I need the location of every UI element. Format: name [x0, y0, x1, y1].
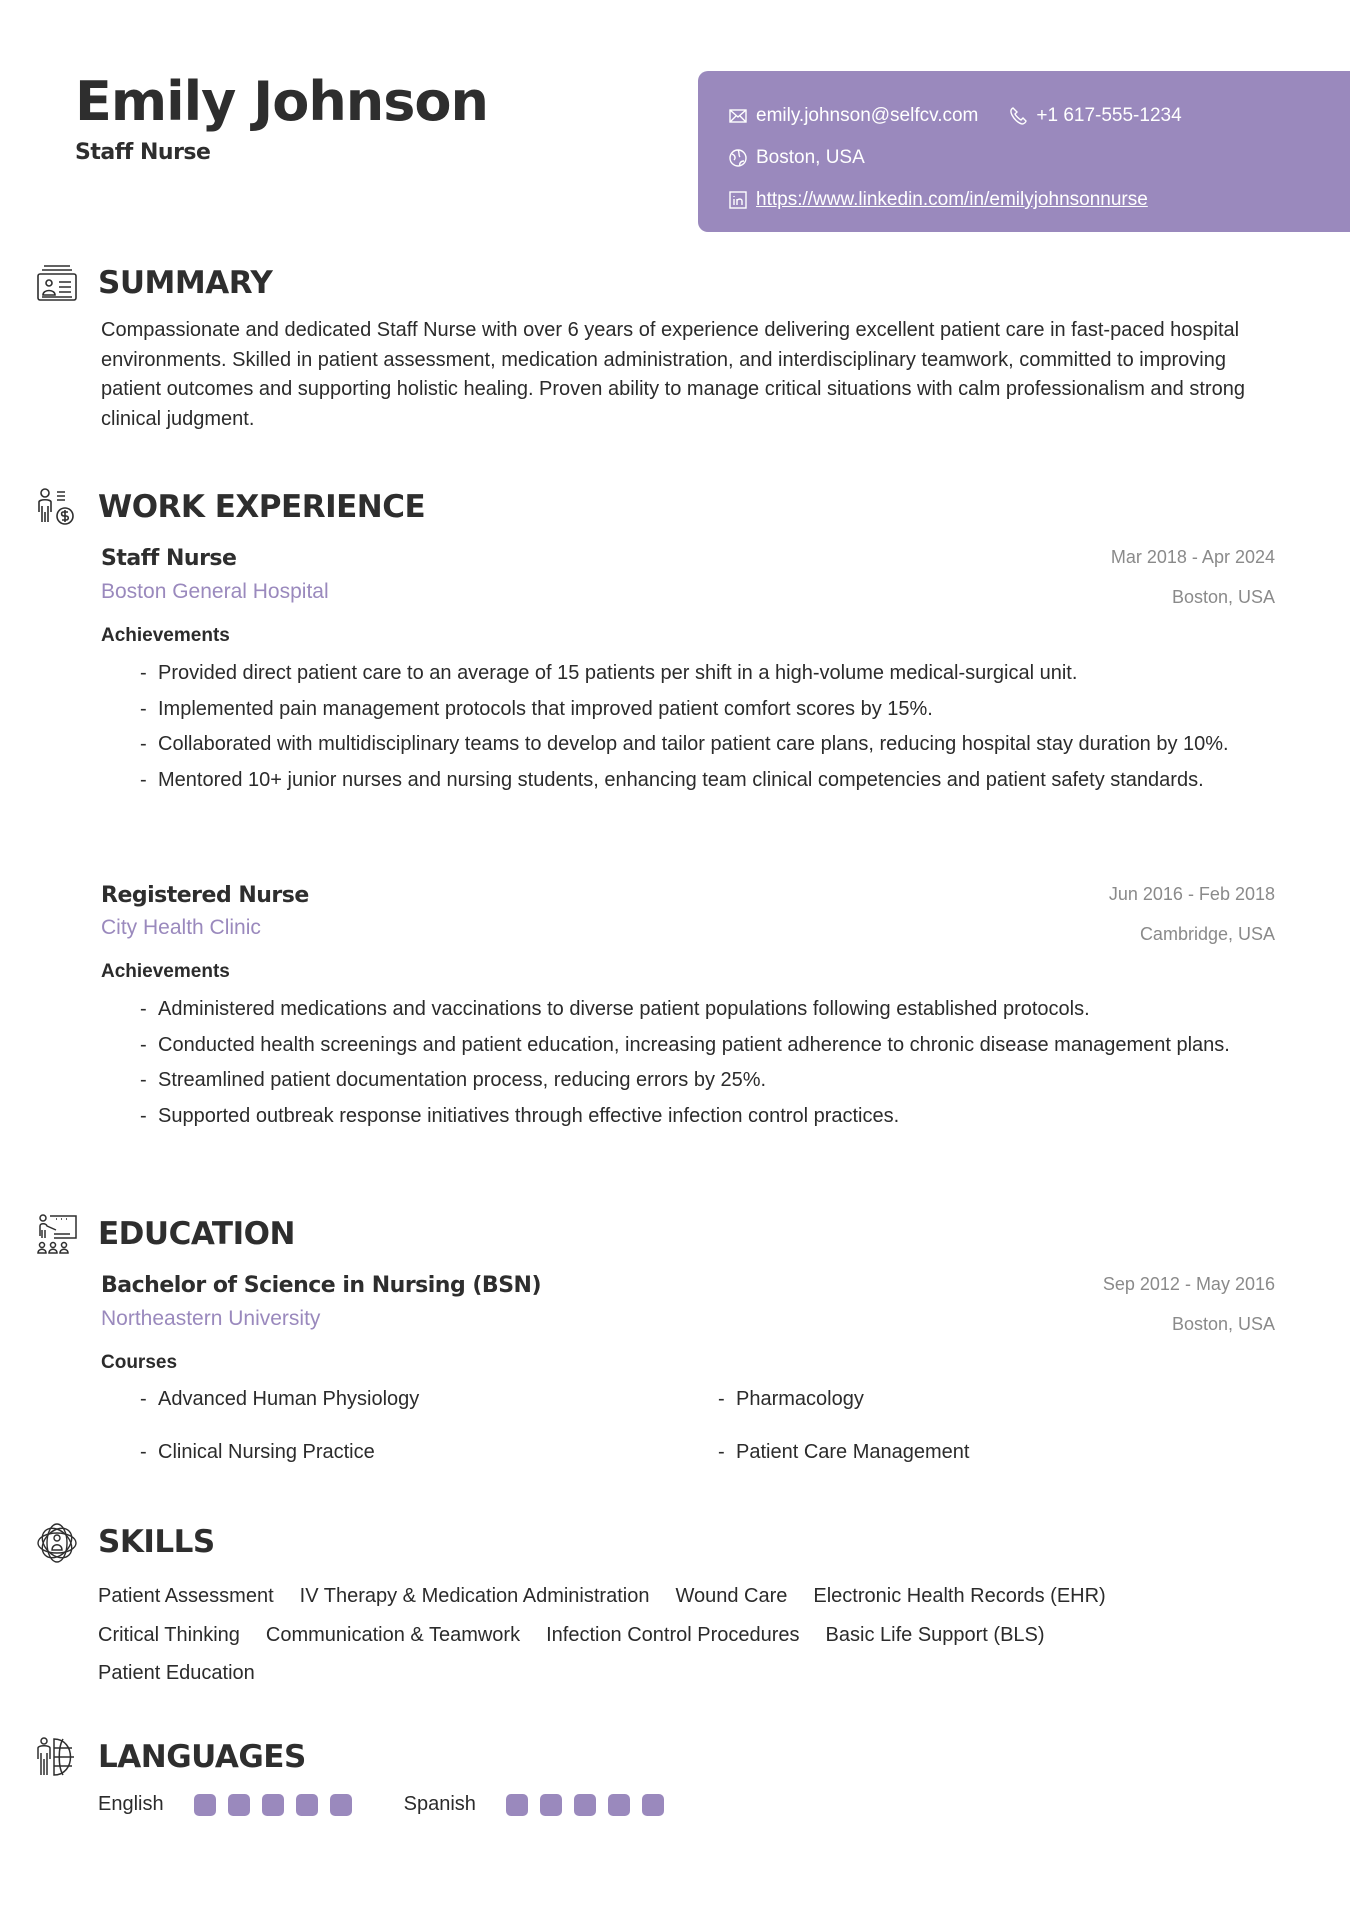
phone-text[interactable]: +1 617-555-1234: [1036, 105, 1182, 126]
job-title: Staff Nurse: [101, 546, 237, 571]
skills-list: [98, 1577, 1298, 1693]
phone-icon: [1008, 106, 1028, 126]
proficiency-dot: [540, 1794, 562, 1816]
language-item: [404, 1793, 676, 1816]
job-achievements: [140, 995, 1240, 1137]
proficiency-dot: [506, 1794, 528, 1816]
list-item: - Conducted health screenings and patient education, increasing patient adherence to chronic disease management plans.: [140, 1031, 1240, 1061]
experience-heading: WORK EXPERIENCE: [98, 489, 426, 525]
job-location: Boston, USA: [1171, 587, 1275, 607]
candidate-name: Emily Johnson: [75, 70, 488, 133]
skill-tag: IV Therapy & Medication Administration: [299, 1585, 650, 1607]
candidate-title: Staff Nurse: [75, 140, 211, 165]
proficiency-dot: [574, 1794, 596, 1816]
linkedin-link[interactable]: https://www.linkedin.com/in/emilyjohnsonnurse: [756, 189, 1148, 210]
proficiency-dot: [194, 1794, 216, 1816]
course-item: - Patient Care Management: [718, 1438, 1240, 1467]
job-dates: Mar 2018 - Apr 2024: [1110, 547, 1275, 567]
person-globe-icon: [36, 1737, 78, 1779]
skill-tag: Communication & Teamwork: [265, 1623, 521, 1646]
education-dates: Sep 2012 - May 2016: [1102, 1274, 1275, 1294]
languages-heading: LANGUAGES: [98, 1739, 306, 1775]
course-item: - Advanced Human Physiology: [140, 1385, 718, 1414]
list-item: - Implemented pain management protocols that improved patient comfort scores by 15%.: [140, 695, 1240, 725]
achievements-label: Achievements: [101, 625, 230, 646]
education-location: Boston, USA: [1171, 1314, 1275, 1334]
list-item: - Supported outbreak response initiatives through effective infection control practices.: [140, 1102, 1240, 1132]
proficiency-dot: [228, 1794, 250, 1816]
skill-tag: Critical Thinking: [98, 1623, 240, 1646]
courses-label: Courses: [101, 1352, 178, 1373]
job-org: Boston General Hospital: [101, 580, 329, 603]
job-org: City Health Clinic: [101, 916, 261, 939]
skill-tag: Patient Education: [98, 1662, 255, 1684]
worker-salary-icon: [36, 488, 78, 530]
email-text[interactable]: emily.johnson@selfcv.com: [756, 105, 979, 126]
proficiency-dot: [330, 1794, 352, 1816]
proficiency-dot: [608, 1794, 630, 1816]
list-item: - Mentored 10+ junior nurses and nursing students, enhancing team clinical competencies and patient safety standards.: [140, 766, 1240, 796]
proficiency-dot: [642, 1794, 664, 1816]
language-item: [98, 1793, 364, 1816]
summary-heading: SUMMARY: [98, 265, 273, 301]
list-item: - Collaborated with multidisciplinary teams to develop and tailor patient care plans, reducing hospital stay duration by 10%.: [140, 730, 1240, 760]
contact-panel: [698, 71, 1350, 232]
language-name: English: [98, 1793, 164, 1815]
skill-tag: Wound Care: [675, 1585, 788, 1607]
job-achievements: [140, 659, 1240, 801]
list-item: - Provided direct patient care to an average of 15 patients per shift in a high-volume medical-surgical unit.: [140, 659, 1240, 689]
job-location: Cambridge, USA: [1139, 924, 1275, 944]
location-text: Boston, USA: [756, 147, 865, 168]
globe-icon: [728, 148, 748, 168]
id-card-icon: [36, 262, 78, 304]
skill-tag: Basic Life Support (BLS): [825, 1623, 1045, 1646]
list-item: - Administered medications and vaccinations to diverse patient populations following established protocols.: [140, 995, 1240, 1025]
skills-flower-icon: [36, 1522, 78, 1564]
job-title: Registered Nurse: [101, 883, 309, 908]
courses-list: [140, 1385, 1240, 1467]
teacher-classroom-icon: [36, 1214, 78, 1256]
skill-tag: Infection Control Procedures: [546, 1623, 800, 1646]
linkedin-icon: [728, 190, 748, 210]
proficiency-dot: [262, 1794, 284, 1816]
education-heading: EDUCATION: [98, 1216, 295, 1252]
degree-title: Bachelor of Science in Nursing (BSN): [101, 1273, 542, 1298]
school-name: Northeastern University: [101, 1307, 321, 1330]
course-item: - Clinical Nursing Practice: [140, 1438, 718, 1467]
proficiency-dot: [296, 1794, 318, 1816]
list-item: - Streamlined patient documentation process, reducing errors by 25%.: [140, 1066, 1240, 1096]
language-name: Spanish: [403, 1793, 476, 1815]
envelope-icon: [728, 106, 748, 126]
skills-heading: SKILLS: [98, 1524, 215, 1560]
achievements-label: Achievements: [101, 961, 230, 982]
summary-text: Compassionate and dedicated Staff Nurse with over 6 years of experience delivering excellent patient care in fast-paced hospital environments. Skilled in patient assessment, medication administration, and interdisciplinary teamwork, committed to improving patient outcomes and supporting holistic healing. Proven ability to manage critical situations with calm professionalism and strong clinical judgment.: [101, 319, 1245, 430]
course-item: - Pharmacology: [718, 1385, 1240, 1414]
skill-tag: Patient Assessment: [98, 1585, 274, 1607]
languages-list: [98, 1793, 716, 1816]
skill-tag: Electronic Health Records (EHR): [813, 1585, 1106, 1607]
job-dates: Jun 2016 - Feb 2018: [1108, 884, 1275, 904]
